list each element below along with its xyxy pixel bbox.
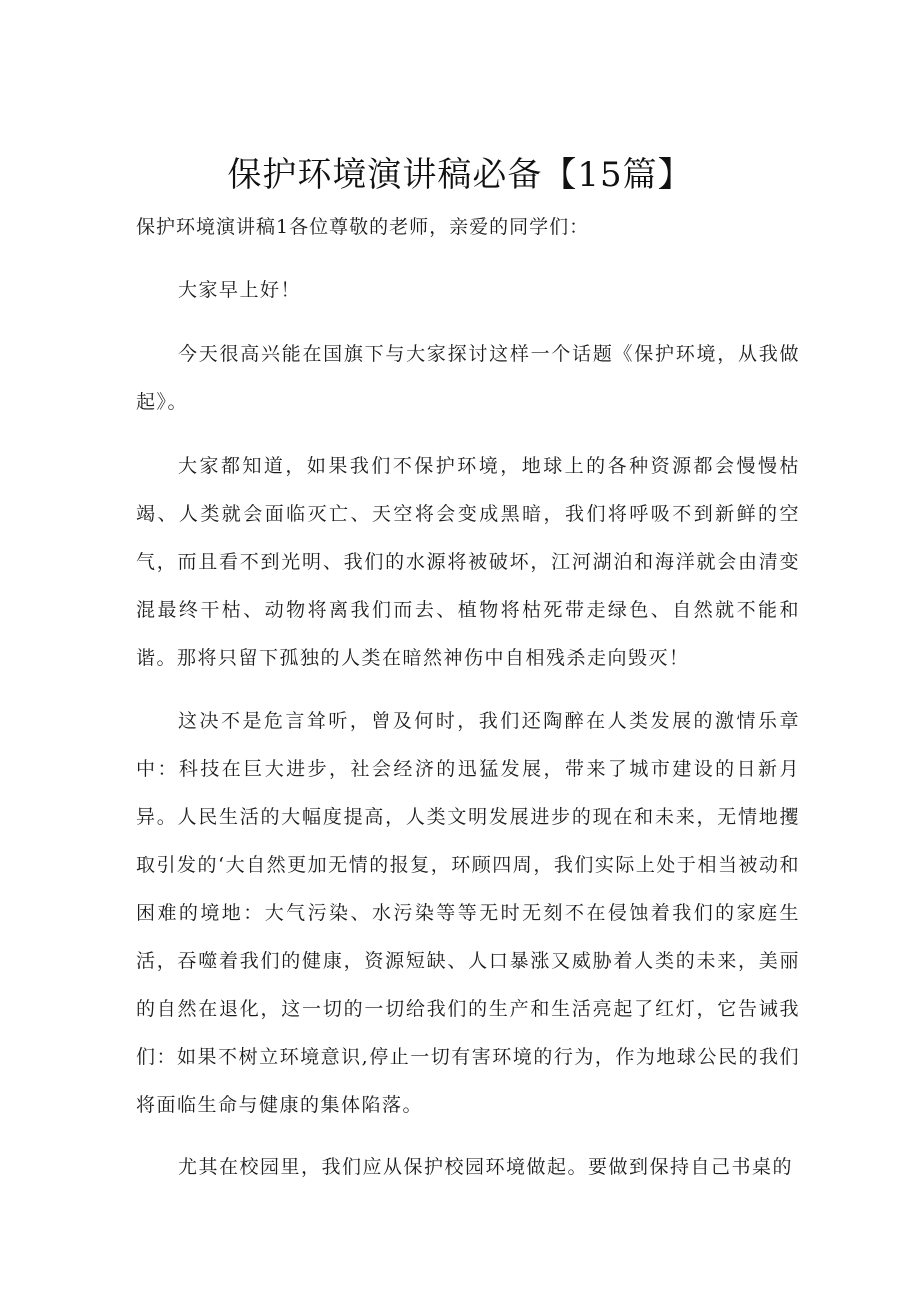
paragraph-warning: 这决不是危言耸听，曾及何时，我们还陶醉在人类发展的激情乐章中：科技在巨大进步，社会经济的迅猛发展，带来了城市建设的日新月异。人民生活的大幅度提高，人类文明发展进步的现在和未来，无情地攫取引发的‘大自然更加无情的报复，环顾四周，我们实际上处于相当被动和困难的境地：大气污染、水污染等等无时无刻不在侵蚀着我们的家庭生活，吞噬着我们的健康，资源短缺、人口暴涨又威胁着人类的未来，美丽的自然在退化，这一切的一切给我们的生产和生活亮起了红灯，它告诫我们：如果不树立环境意识,停止一切有害环境的行为，作为地球公民的我们将面临生命与健康的集体陷落。 [136,710,800,1116]
paragraph-campus: 尤其在校园里，我们应从保护校园环境做起。要做到保持自己书桌的 [178,1156,794,1178]
paragraph-topic: 今天很高兴能在国旗下与大家探讨这样一个话题《保护环境，从我做起》。 [136,343,800,413]
document-title: 保护环境演讲稿必备【15篇】 [227,155,693,195]
paragraph-consequences: 大家都知道，如果我们不保护环境，地球上的各种资源都会慢慢枯竭、人类就会面临灭亡、天空将会变成黑暗，我们将呼吸不到新鲜的空气，而且看不到光明、我们的水源将被破坏，江河湖泊和海洋就会由清变混最终干枯、动物将离我们而去、植物将枯死带走绿色、自然就不能和谐。那将只留下孤独的人类在暗然神伤中自相残杀走向毁灭！ [136,455,800,669]
intro-line: 保护环境演讲稿1各位尊敬的老师，亲爱的同学们： [136,216,590,238]
paragraph-greeting: 大家早上好！ [178,279,302,301]
